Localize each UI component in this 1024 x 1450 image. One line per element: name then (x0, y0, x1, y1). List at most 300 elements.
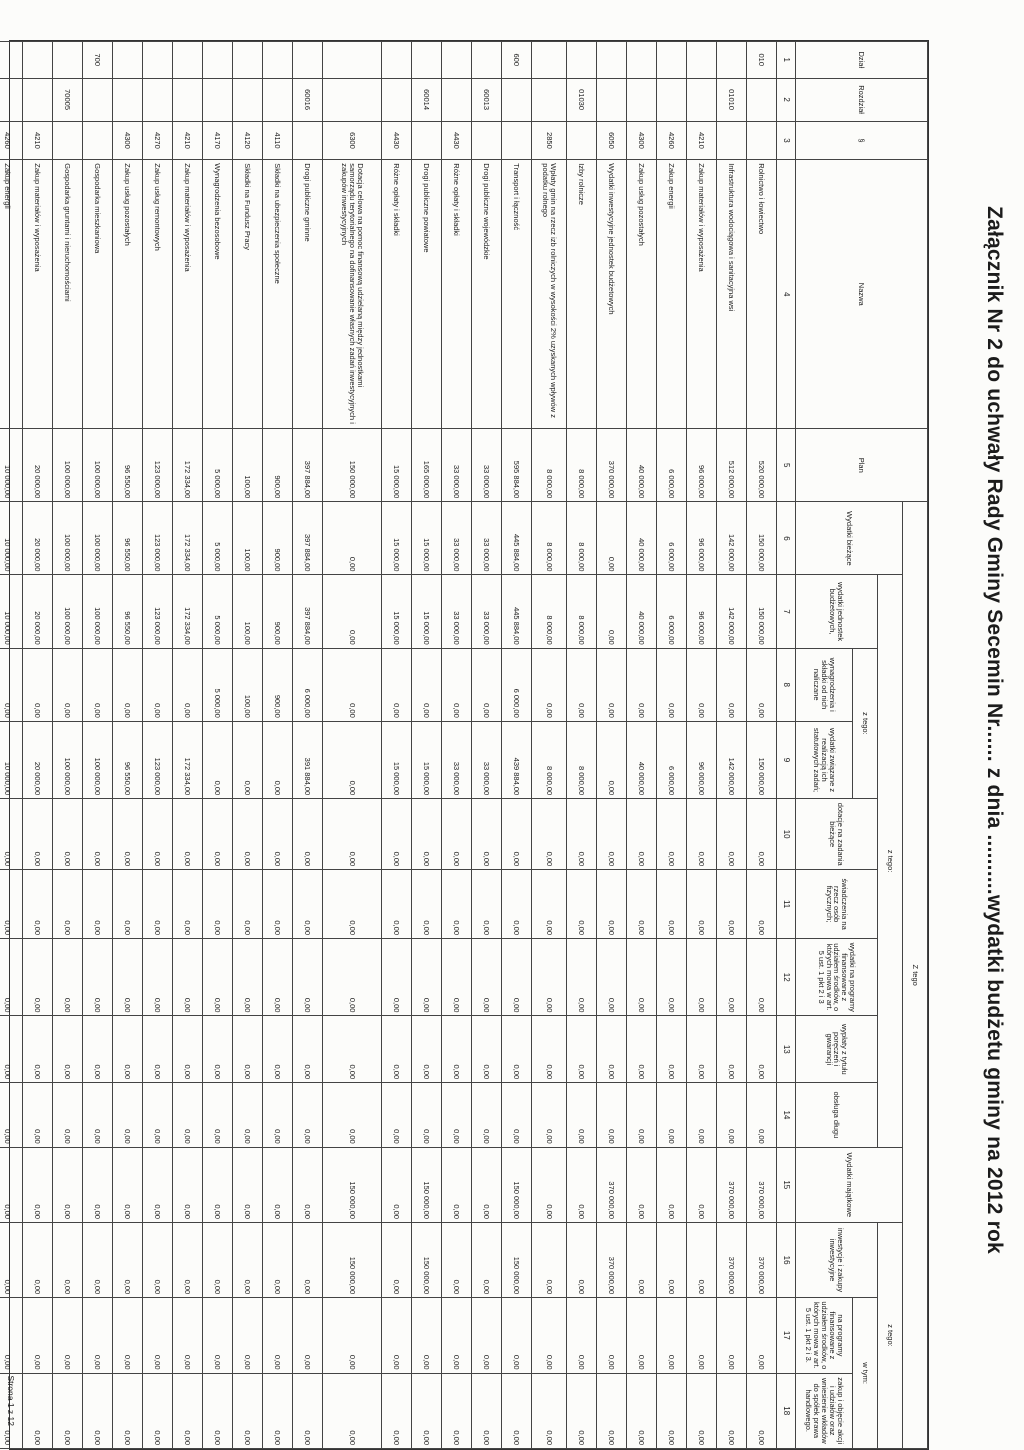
table-row (502, 42, 532, 1449)
row-name-cell: Gospodarka mieszkaniowa (83, 160, 113, 429)
row-amount-cell: 8 000,00 (567, 575, 597, 648)
row-amount-cell: 0,00 (23, 1147, 53, 1222)
row-amount-cell: 15 000,00 (412, 721, 442, 798)
row-amount-cell: 0,00 (113, 799, 143, 870)
row-amount-cell: 0,00 (23, 648, 53, 721)
row-amount-cell: 900,00 (263, 502, 293, 575)
row-amount-cell: 0,00 (747, 939, 777, 1016)
row-code-cell: 4260 (657, 121, 687, 160)
row-amount-cell: 6 000,00 (657, 575, 687, 648)
table-row (203, 42, 233, 1449)
row-name-cell: Wynagrodzenia bezosobowe (203, 160, 233, 429)
row-amount-cell: 15 000,00 (382, 575, 412, 648)
row-amount-cell: 0,00 (532, 1373, 567, 1448)
column-index: 3 (777, 121, 796, 160)
row-amount-cell: 0,00 (627, 648, 657, 721)
row-amount-cell: 0,00 (597, 1373, 627, 1448)
row-amount-cell: 0,00 (143, 648, 173, 721)
row-amount-cell: 150 000,00 (747, 575, 777, 648)
header-z-tego-majatkowe: z tego: (878, 1222, 903, 1448)
row-amount-cell: 0,00 (323, 1298, 382, 1373)
row-amount-cell: 0,00 (597, 799, 627, 870)
row-amount-cell: 100,00 (233, 648, 263, 721)
row-amount-cell: 100 000,00 (83, 721, 113, 798)
row-amount-cell: 0,00 (113, 648, 143, 721)
row-code-cell: 4430 (382, 121, 412, 160)
row-amount-cell: 370 000,00 (597, 429, 627, 502)
row-amount-cell: 0,00 (657, 1083, 687, 1148)
row-amount-cell: 5 000,00 (203, 502, 233, 575)
row-amount-cell: 0,00 (657, 939, 687, 1016)
row-amount-cell: 33 000,00 (442, 429, 472, 502)
row-amount-cell: 0,00 (293, 870, 323, 939)
row-amount-cell: 0,00 (382, 799, 412, 870)
budget-table-body (0, 42, 777, 1449)
row-code-cell (0, 78, 23, 121)
row-amount-cell: 0,00 (233, 799, 263, 870)
row-amount-cell: 6 000,00 (657, 502, 687, 575)
table-row (323, 42, 382, 1449)
row-name-cell: Zakup usług remontowych (143, 160, 173, 429)
row-amount-cell: 0,00 (203, 1083, 233, 1148)
row-amount-cell: 0,00 (597, 575, 627, 648)
row-code-cell: 4170 (203, 121, 233, 160)
row-amount-cell: 0,00 (472, 1373, 502, 1448)
row-code-cell: 60016 (293, 78, 323, 121)
row-code-cell (627, 78, 657, 121)
header-zakup-akcji: zakup i objęcie akcji i udziałów oraz wniesienie wkładów do spółek prawa handlowego. (796, 1373, 853, 1448)
header-wydatki-programy: wydatki na programy finansowane z udziałem środków, o których mowa w art. 5 ust. 1 pkt 2 i 3 (796, 939, 878, 1016)
table-row (657, 42, 687, 1449)
row-amount-cell: 0,00 (293, 939, 323, 1016)
row-amount-cell: 0,00 (173, 799, 203, 870)
page-number: Strona 1 z 12 (6, 1375, 16, 1426)
row-amount-cell: 0,00 (627, 939, 657, 1016)
row-code-cell (0, 42, 23, 79)
row-amount-cell: 10 000,00 (0, 429, 23, 502)
row-code-cell (412, 121, 442, 160)
header-wydatki-jednostek: wydatki jednostek budżetowych, (796, 575, 878, 648)
row-amount-cell: 0,00 (717, 1083, 747, 1148)
row-name-cell: Izby rolnicze (567, 160, 597, 429)
row-amount-cell: 397 884,00 (293, 575, 323, 648)
row-amount-cell: 0,00 (687, 1147, 717, 1222)
row-amount-cell: 33 000,00 (472, 575, 502, 648)
row-amount-cell: 100 000,00 (83, 429, 113, 502)
header-z-tego-biezace: z tego: (878, 575, 903, 1147)
row-amount-cell: 100 000,00 (53, 575, 83, 648)
row-amount-cell: 397 884,00 (293, 502, 323, 575)
row-amount-cell: 0,00 (657, 1147, 687, 1222)
row-amount-cell: 172 334,00 (173, 575, 203, 648)
row-code-cell (143, 42, 173, 79)
row-amount-cell: 100 000,00 (83, 502, 113, 575)
row-code-cell (53, 121, 83, 160)
row-amount-cell: 0,00 (83, 1298, 113, 1373)
row-code-cell (502, 121, 532, 160)
column-index: 18 (777, 1373, 796, 1448)
row-code-cell (747, 121, 777, 160)
row-amount-cell: 0,00 (442, 799, 472, 870)
row-amount-cell: 0,00 (627, 1222, 657, 1297)
column-index-row (777, 42, 796, 1449)
row-amount-cell: 0,00 (233, 1083, 263, 1148)
row-amount-cell: 0,00 (657, 648, 687, 721)
row-name-cell: Wpłaty gmin na rzecz izb rolniczych w wysokości 2% uzyskanych wpływów z podatku rolnego (532, 160, 567, 429)
header-wyplaty: wypłaty z tytułu poręczeń i gwarancji (796, 1016, 878, 1083)
row-code-cell (687, 42, 717, 79)
row-amount-cell: 0,00 (442, 1083, 472, 1148)
row-amount-cell: 0,00 (747, 1083, 777, 1148)
row-amount-cell: 0,00 (442, 1222, 472, 1297)
row-name-cell: Zakup materiałów i wyposażenia (687, 160, 717, 429)
row-amount-cell: 0,00 (627, 1147, 657, 1222)
row-amount-cell: 150 000,00 (747, 502, 777, 575)
row-amount-cell: 0,00 (53, 1016, 83, 1083)
row-code-cell: 4210 (687, 121, 717, 160)
row-amount-cell: 0,00 (293, 1222, 323, 1297)
row-amount-cell: 0,00 (83, 1016, 113, 1083)
column-index: 10 (777, 799, 796, 870)
row-amount-cell: 0,00 (412, 799, 442, 870)
row-code-cell: 2850 (532, 121, 567, 160)
row-code-cell: 6300 (323, 121, 382, 160)
row-amount-cell: 0,00 (0, 1147, 23, 1222)
row-amount-cell: 0,00 (382, 1298, 412, 1373)
row-amount-cell: 0,00 (747, 1016, 777, 1083)
table-row (597, 42, 627, 1449)
row-code-cell (113, 42, 143, 79)
row-amount-cell: 0,00 (472, 1016, 502, 1083)
row-amount-cell: 150 000,00 (323, 429, 382, 502)
column-index: 2 (777, 78, 796, 121)
row-name-cell: Dotacja celowa na pomoc finansową udzielaną między jednostkami samorządu terytorialnego na dofinansowanie własnych zadań inwestycyjnych i zakupów inwestycyjnych (323, 160, 382, 429)
row-amount-cell: 0,00 (323, 799, 382, 870)
row-amount-cell: 33 000,00 (442, 575, 472, 648)
row-code-cell: 700 (83, 42, 113, 79)
row-amount-cell: 370 000,00 (747, 1147, 777, 1222)
row-amount-cell: 900,00 (263, 648, 293, 721)
row-amount-cell: 0,00 (23, 1083, 53, 1148)
row-amount-cell: 0,00 (263, 1222, 293, 1297)
row-amount-cell: 0,00 (113, 1147, 143, 1222)
row-amount-cell: 900,00 (263, 429, 293, 502)
row-amount-cell: 0,00 (597, 1083, 627, 1148)
row-code-cell: 010 (747, 42, 777, 79)
row-amount-cell: 6 000,00 (293, 648, 323, 721)
row-amount-cell: 0,00 (233, 1222, 263, 1297)
row-code-cell (113, 78, 143, 121)
row-amount-cell: 0,00 (233, 1147, 263, 1222)
row-amount-cell: 0,00 (23, 799, 53, 870)
column-index: 15 (777, 1147, 796, 1222)
row-amount-cell: 0,00 (412, 870, 442, 939)
row-amount-cell: 0,00 (627, 1016, 657, 1083)
row-amount-cell: 445 884,00 (502, 502, 532, 575)
row-code-cell (382, 78, 412, 121)
row-amount-cell: 0,00 (747, 870, 777, 939)
row-code-cell (567, 42, 597, 79)
row-amount-cell: 0,00 (717, 870, 747, 939)
table-row (263, 42, 293, 1449)
row-code-cell: 60014 (412, 78, 442, 121)
row-amount-cell: 0,00 (23, 870, 53, 939)
row-amount-cell: 0,00 (323, 648, 382, 721)
row-amount-cell: 0,00 (532, 1298, 567, 1373)
row-amount-cell: 123 000,00 (143, 575, 173, 648)
row-amount-cell: 0,00 (0, 1083, 23, 1148)
row-code-cell: 4260 (0, 121, 23, 160)
header-plan: Plan (796, 429, 928, 502)
row-amount-cell: 0,00 (293, 1083, 323, 1148)
row-name-cell: Drogi publiczne powiatowe (412, 160, 442, 429)
table-row (412, 42, 442, 1449)
row-name-cell: Drogi publiczne gminne (293, 160, 323, 429)
row-amount-cell: 0,00 (567, 939, 597, 1016)
row-amount-cell: 40 000,00 (627, 429, 657, 502)
budget-table-sheet (3, 40, 929, 1450)
row-amount-cell: 0,00 (472, 648, 502, 721)
row-code-cell (293, 42, 323, 79)
row-amount-cell: 100,00 (233, 502, 263, 575)
row-amount-cell: 0,00 (323, 1373, 382, 1448)
row-amount-cell: 40 000,00 (627, 721, 657, 798)
row-code-cell (143, 78, 173, 121)
row-amount-cell: 0,00 (747, 1298, 777, 1373)
row-amount-cell: 0,00 (293, 1016, 323, 1083)
row-amount-cell: 20 000,00 (23, 721, 53, 798)
row-amount-cell: 8 000,00 (567, 721, 597, 798)
row-amount-cell: 0,00 (627, 1298, 657, 1373)
row-code-cell: 6050 (597, 121, 627, 160)
row-code-cell (263, 78, 293, 121)
row-amount-cell: 150 000,00 (323, 1147, 382, 1222)
row-name-cell: Rolnictwo i łowiectwo (747, 160, 777, 429)
row-amount-cell: 0,00 (53, 1298, 83, 1373)
row-amount-cell: 0,00 (717, 1016, 747, 1083)
row-name-cell: Infrastruktura wodociągowa i sanitacyjna wsi (717, 160, 747, 429)
column-index: 14 (777, 1083, 796, 1148)
row-amount-cell: 0,00 (717, 939, 747, 1016)
header-swiadczenia: świadczenia na rzecz osób fizycznych; (796, 870, 878, 939)
row-amount-cell: 5 000,00 (203, 429, 233, 502)
row-amount-cell: 0,00 (532, 1147, 567, 1222)
row-amount-cell: 0,00 (567, 1016, 597, 1083)
row-amount-cell: 20 000,00 (23, 575, 53, 648)
row-amount-cell: 0,00 (382, 1147, 412, 1222)
row-code-cell (382, 42, 412, 79)
row-amount-cell: 0,00 (293, 1373, 323, 1448)
row-amount-cell: 0,00 (0, 799, 23, 870)
row-amount-cell: 0,00 (0, 1373, 23, 1448)
row-amount-cell: 0,00 (113, 1016, 143, 1083)
row-amount-cell: 397 884,00 (293, 429, 323, 502)
table-row (442, 42, 472, 1449)
row-amount-cell: 0,00 (597, 939, 627, 1016)
row-amount-cell: 150 000,00 (747, 721, 777, 798)
row-amount-cell: 0,00 (442, 1016, 472, 1083)
row-amount-cell: 0,00 (143, 1147, 173, 1222)
row-amount-cell: 123 000,00 (143, 502, 173, 575)
row-amount-cell: 0,00 (143, 1373, 173, 1448)
row-amount-cell: 0,00 (23, 1222, 53, 1297)
row-amount-cell: 520 000,00 (747, 429, 777, 502)
row-amount-cell: 0,00 (627, 799, 657, 870)
row-amount-cell: 0,00 (203, 1373, 233, 1448)
row-amount-cell: 0,00 (597, 870, 627, 939)
row-amount-cell: 0,00 (382, 1222, 412, 1297)
row-amount-cell: 0,00 (203, 799, 233, 870)
row-amount-cell: 900,00 (263, 575, 293, 648)
row-amount-cell: 0,00 (717, 648, 747, 721)
row-amount-cell: 33 000,00 (442, 502, 472, 575)
row-amount-cell: 0,00 (442, 648, 472, 721)
row-amount-cell: 0,00 (143, 1222, 173, 1297)
row-name-cell: Różne opłaty i składki (442, 160, 472, 429)
row-amount-cell: 96 550,00 (113, 429, 143, 502)
row-code-cell (657, 78, 687, 121)
row-amount-cell: 100,00 (233, 575, 263, 648)
row-amount-cell: 0,00 (0, 870, 23, 939)
row-amount-cell: 0,00 (597, 1016, 627, 1083)
row-amount-cell: 96 000,00 (687, 429, 717, 502)
row-amount-cell: 0,00 (567, 1298, 597, 1373)
row-amount-cell: 0,00 (293, 1298, 323, 1373)
header-dotacje: dotacje na zadania bieżące (796, 799, 878, 870)
row-amount-cell: 0,00 (472, 939, 502, 1016)
row-code-cell: 01030 (567, 78, 597, 121)
row-amount-cell: 0,00 (657, 1298, 687, 1373)
row-amount-cell: 0,00 (113, 870, 143, 939)
header-paragraf: § (796, 121, 928, 160)
row-amount-cell: 5 000,00 (203, 648, 233, 721)
row-code-cell: 4110 (263, 121, 293, 160)
row-code-cell: 4210 (23, 121, 53, 160)
table-row (382, 42, 412, 1449)
column-index: 11 (777, 870, 796, 939)
column-index: 8 (777, 648, 796, 721)
row-amount-cell: 0,00 (597, 502, 627, 575)
table-row (53, 42, 83, 1449)
header-w-tym: w tym: (853, 1298, 878, 1449)
row-amount-cell: 0,00 (382, 648, 412, 721)
row-code-cell (323, 78, 382, 121)
row-amount-cell: 15 000,00 (412, 575, 442, 648)
row-code-cell (442, 78, 472, 121)
header-z-tego: Z tego (903, 502, 928, 1449)
row-amount-cell: 0,00 (532, 648, 567, 721)
row-amount-cell: 0,00 (0, 1222, 23, 1297)
row-amount-cell: 100,00 (233, 429, 263, 502)
row-amount-cell: 0,00 (687, 1373, 717, 1448)
row-amount-cell: 0,00 (293, 1147, 323, 1222)
row-amount-cell: 96 550,00 (113, 502, 143, 575)
row-amount-cell: 100 000,00 (53, 429, 83, 502)
row-amount-cell: 0,00 (532, 1222, 567, 1297)
row-amount-cell: 0,00 (532, 870, 567, 939)
row-amount-cell: 0,00 (472, 1083, 502, 1148)
header-wydatki-zwiazane: wydatki związane z realizacją ich statutowych zadań; (796, 721, 853, 798)
row-amount-cell: 33 000,00 (472, 721, 502, 798)
row-amount-cell: 0,00 (173, 1298, 203, 1373)
row-amount-cell: 0,00 (567, 799, 597, 870)
row-amount-cell: 0,00 (0, 939, 23, 1016)
row-amount-cell: 0,00 (143, 1083, 173, 1148)
row-amount-cell: 0,00 (23, 1298, 53, 1373)
row-amount-cell: 96 550,00 (113, 575, 143, 648)
row-amount-cell: 0,00 (263, 1373, 293, 1448)
row-amount-cell: 0,00 (263, 1147, 293, 1222)
row-code-cell (567, 121, 597, 160)
table-row (113, 42, 143, 1449)
row-amount-cell: 595 884,00 (502, 429, 532, 502)
row-name-cell: Zakup materiałów i wyposażenia (23, 160, 53, 429)
row-amount-cell: 0,00 (23, 1373, 53, 1448)
row-name-cell: Transport i łączność (502, 160, 532, 429)
table-row (567, 42, 597, 1449)
column-index: 5 (777, 429, 796, 502)
row-amount-cell: 0,00 (263, 721, 293, 798)
header-wynagrodzenia: wynagrodzenia i składki od nich naliczane (796, 648, 853, 721)
row-code-cell (717, 42, 747, 79)
row-amount-cell: 0,00 (113, 1222, 143, 1297)
row-amount-cell: 0,00 (263, 1083, 293, 1148)
row-amount-cell: 370 000,00 (717, 1222, 747, 1297)
row-amount-cell: 0,00 (233, 1298, 263, 1373)
row-code-cell (173, 42, 203, 79)
row-amount-cell: 8 000,00 (567, 429, 597, 502)
row-amount-cell: 0,00 (53, 1222, 83, 1297)
row-amount-cell: 6 000,00 (657, 429, 687, 502)
header-z-tego-jednostek: z tego: (853, 648, 878, 799)
row-amount-cell: 0,00 (412, 648, 442, 721)
row-amount-cell: 0,00 (382, 1016, 412, 1083)
row-amount-cell: 0,00 (597, 721, 627, 798)
row-code-cell: 600 (502, 42, 532, 79)
row-amount-cell: 370 000,00 (717, 1147, 747, 1222)
row-amount-cell: 0,00 (23, 1016, 53, 1083)
row-amount-cell: 0,00 (293, 799, 323, 870)
row-amount-cell: 150 000,00 (502, 1222, 532, 1297)
row-code-cell: 4210 (173, 121, 203, 160)
row-amount-cell: 445 884,00 (502, 575, 532, 648)
row-amount-cell: 0,00 (113, 1373, 143, 1448)
row-code-cell: 4430 (442, 121, 472, 160)
row-amount-cell: 0,00 (442, 870, 472, 939)
row-amount-cell: 5 000,00 (203, 575, 233, 648)
row-amount-cell: 0,00 (203, 721, 233, 798)
row-amount-cell: 0,00 (53, 870, 83, 939)
row-amount-cell: 0,00 (113, 939, 143, 1016)
row-amount-cell: 10 000,00 (0, 575, 23, 648)
row-name-cell: Zakup materiałów i wyposażenia (173, 160, 203, 429)
row-amount-cell: 0,00 (203, 939, 233, 1016)
row-amount-cell: 6 000,00 (502, 648, 532, 721)
header-dzial: Dział (796, 42, 928, 79)
row-amount-cell: 0,00 (323, 575, 382, 648)
row-amount-cell: 150 000,00 (412, 1147, 442, 1222)
table-row (233, 42, 263, 1449)
row-code-cell (203, 78, 233, 121)
table-row (0, 42, 23, 1449)
row-code-cell: 70005 (53, 78, 83, 121)
header-wydatki-biezace: Wydatki bieżące (796, 502, 903, 575)
row-amount-cell: 0,00 (83, 1373, 113, 1448)
row-amount-cell: 0,00 (382, 1083, 412, 1148)
row-amount-cell: 0,00 (113, 1298, 143, 1373)
column-index: 16 (777, 1222, 796, 1297)
row-amount-cell: 0,00 (233, 939, 263, 1016)
